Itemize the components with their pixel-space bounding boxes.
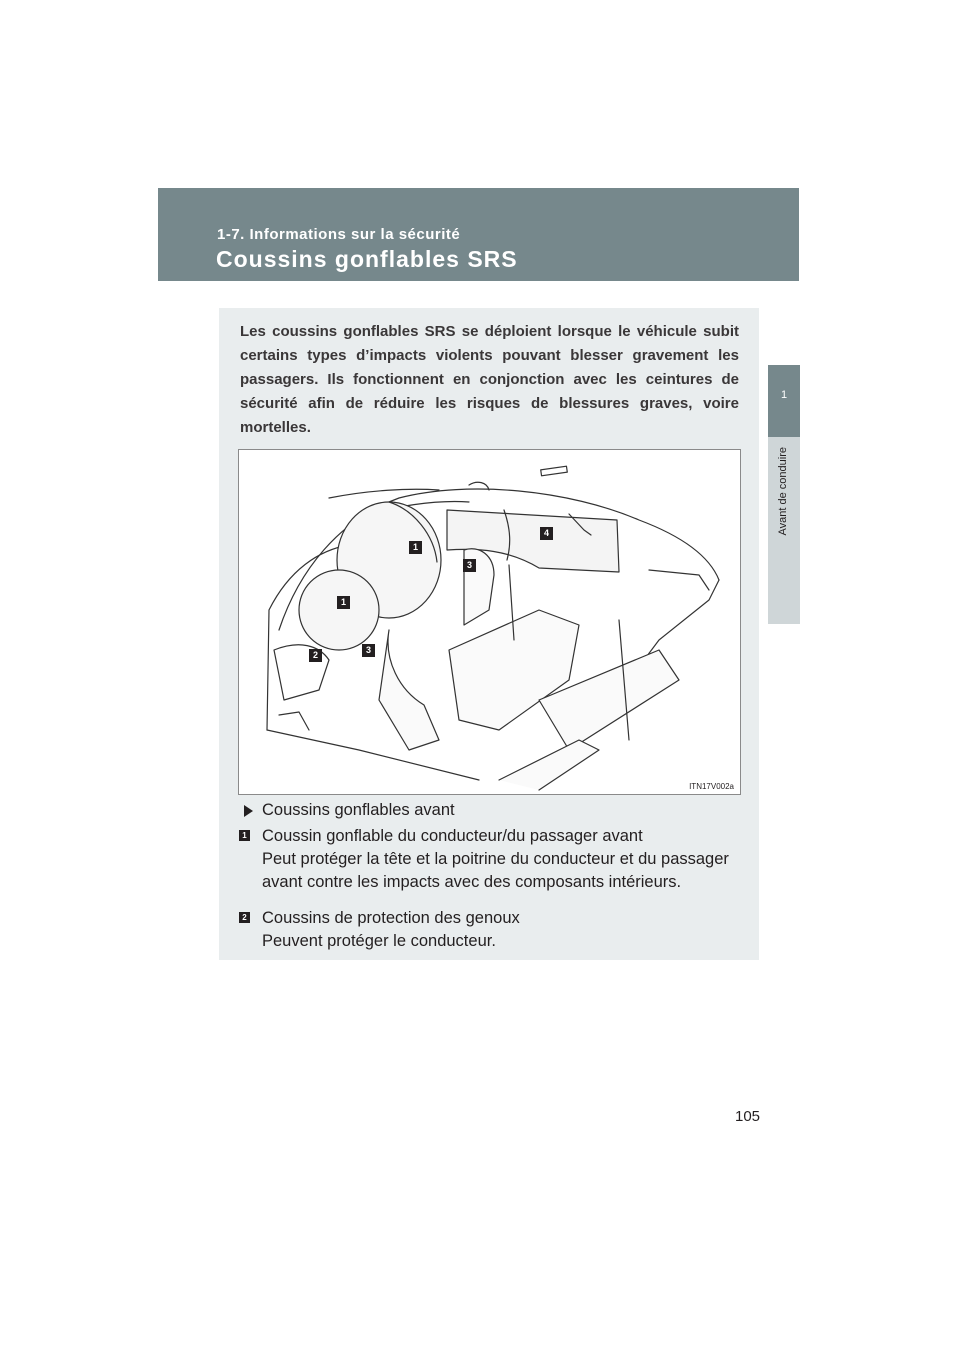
callout-badge: 4 xyxy=(540,527,553,540)
chapter-tab xyxy=(768,365,800,437)
content-box xyxy=(219,308,759,960)
section-header xyxy=(158,188,799,281)
callout-badge: 3 xyxy=(463,559,476,572)
list-item-title: Coussins de protection des genoux xyxy=(262,909,520,927)
page-number: 105 xyxy=(735,1108,761,1125)
list-item-desc: Peut protéger la tête et la poitrine du conducteur et du passager avant contre les impacts avec des composants intérieurs. xyxy=(262,850,729,891)
list-item-title: Coussin gonflable du conducteur/du passager avant xyxy=(262,827,643,845)
triangle-bullet-icon xyxy=(244,805,253,817)
intro-paragraph: Les coussins gonflables SRS se déploient lorsque le véhicule subit certains types d’impacts violents pouvant blesser gravement les passagers. Ils fonctionnent en conjonction avec les ceintures de sécurité afin de réduire les risques de blessures graves, voire mortelles. xyxy=(240,323,739,436)
callout-badge: 2 xyxy=(309,649,322,662)
callout-badge: 1 xyxy=(409,541,422,554)
list-item xyxy=(239,907,739,953)
list-heading-text: Coussins gonflables avant xyxy=(262,801,455,819)
number-marker: 2 xyxy=(239,912,250,923)
page-title: Coussins gonflables SRS xyxy=(216,246,518,272)
chapter-label: Avant de conduire xyxy=(777,447,789,536)
car-interior-drawing xyxy=(239,450,740,794)
figure-code: ITN17V002a xyxy=(689,782,734,791)
number-marker: 1 xyxy=(239,830,250,841)
callout-badge: 3 xyxy=(362,644,375,657)
list-item-desc: Peuvent protéger le conducteur. xyxy=(262,932,496,950)
chapter-strip xyxy=(768,437,800,624)
list-item xyxy=(239,825,739,894)
list-heading xyxy=(239,799,739,822)
section-label: 1-7. Informations sur la sécurité xyxy=(217,226,461,243)
airbag-list xyxy=(239,799,739,953)
chapter-number: 1 xyxy=(780,389,788,401)
callout-badge: 1 xyxy=(337,596,350,609)
airbag-illustration xyxy=(238,449,741,795)
